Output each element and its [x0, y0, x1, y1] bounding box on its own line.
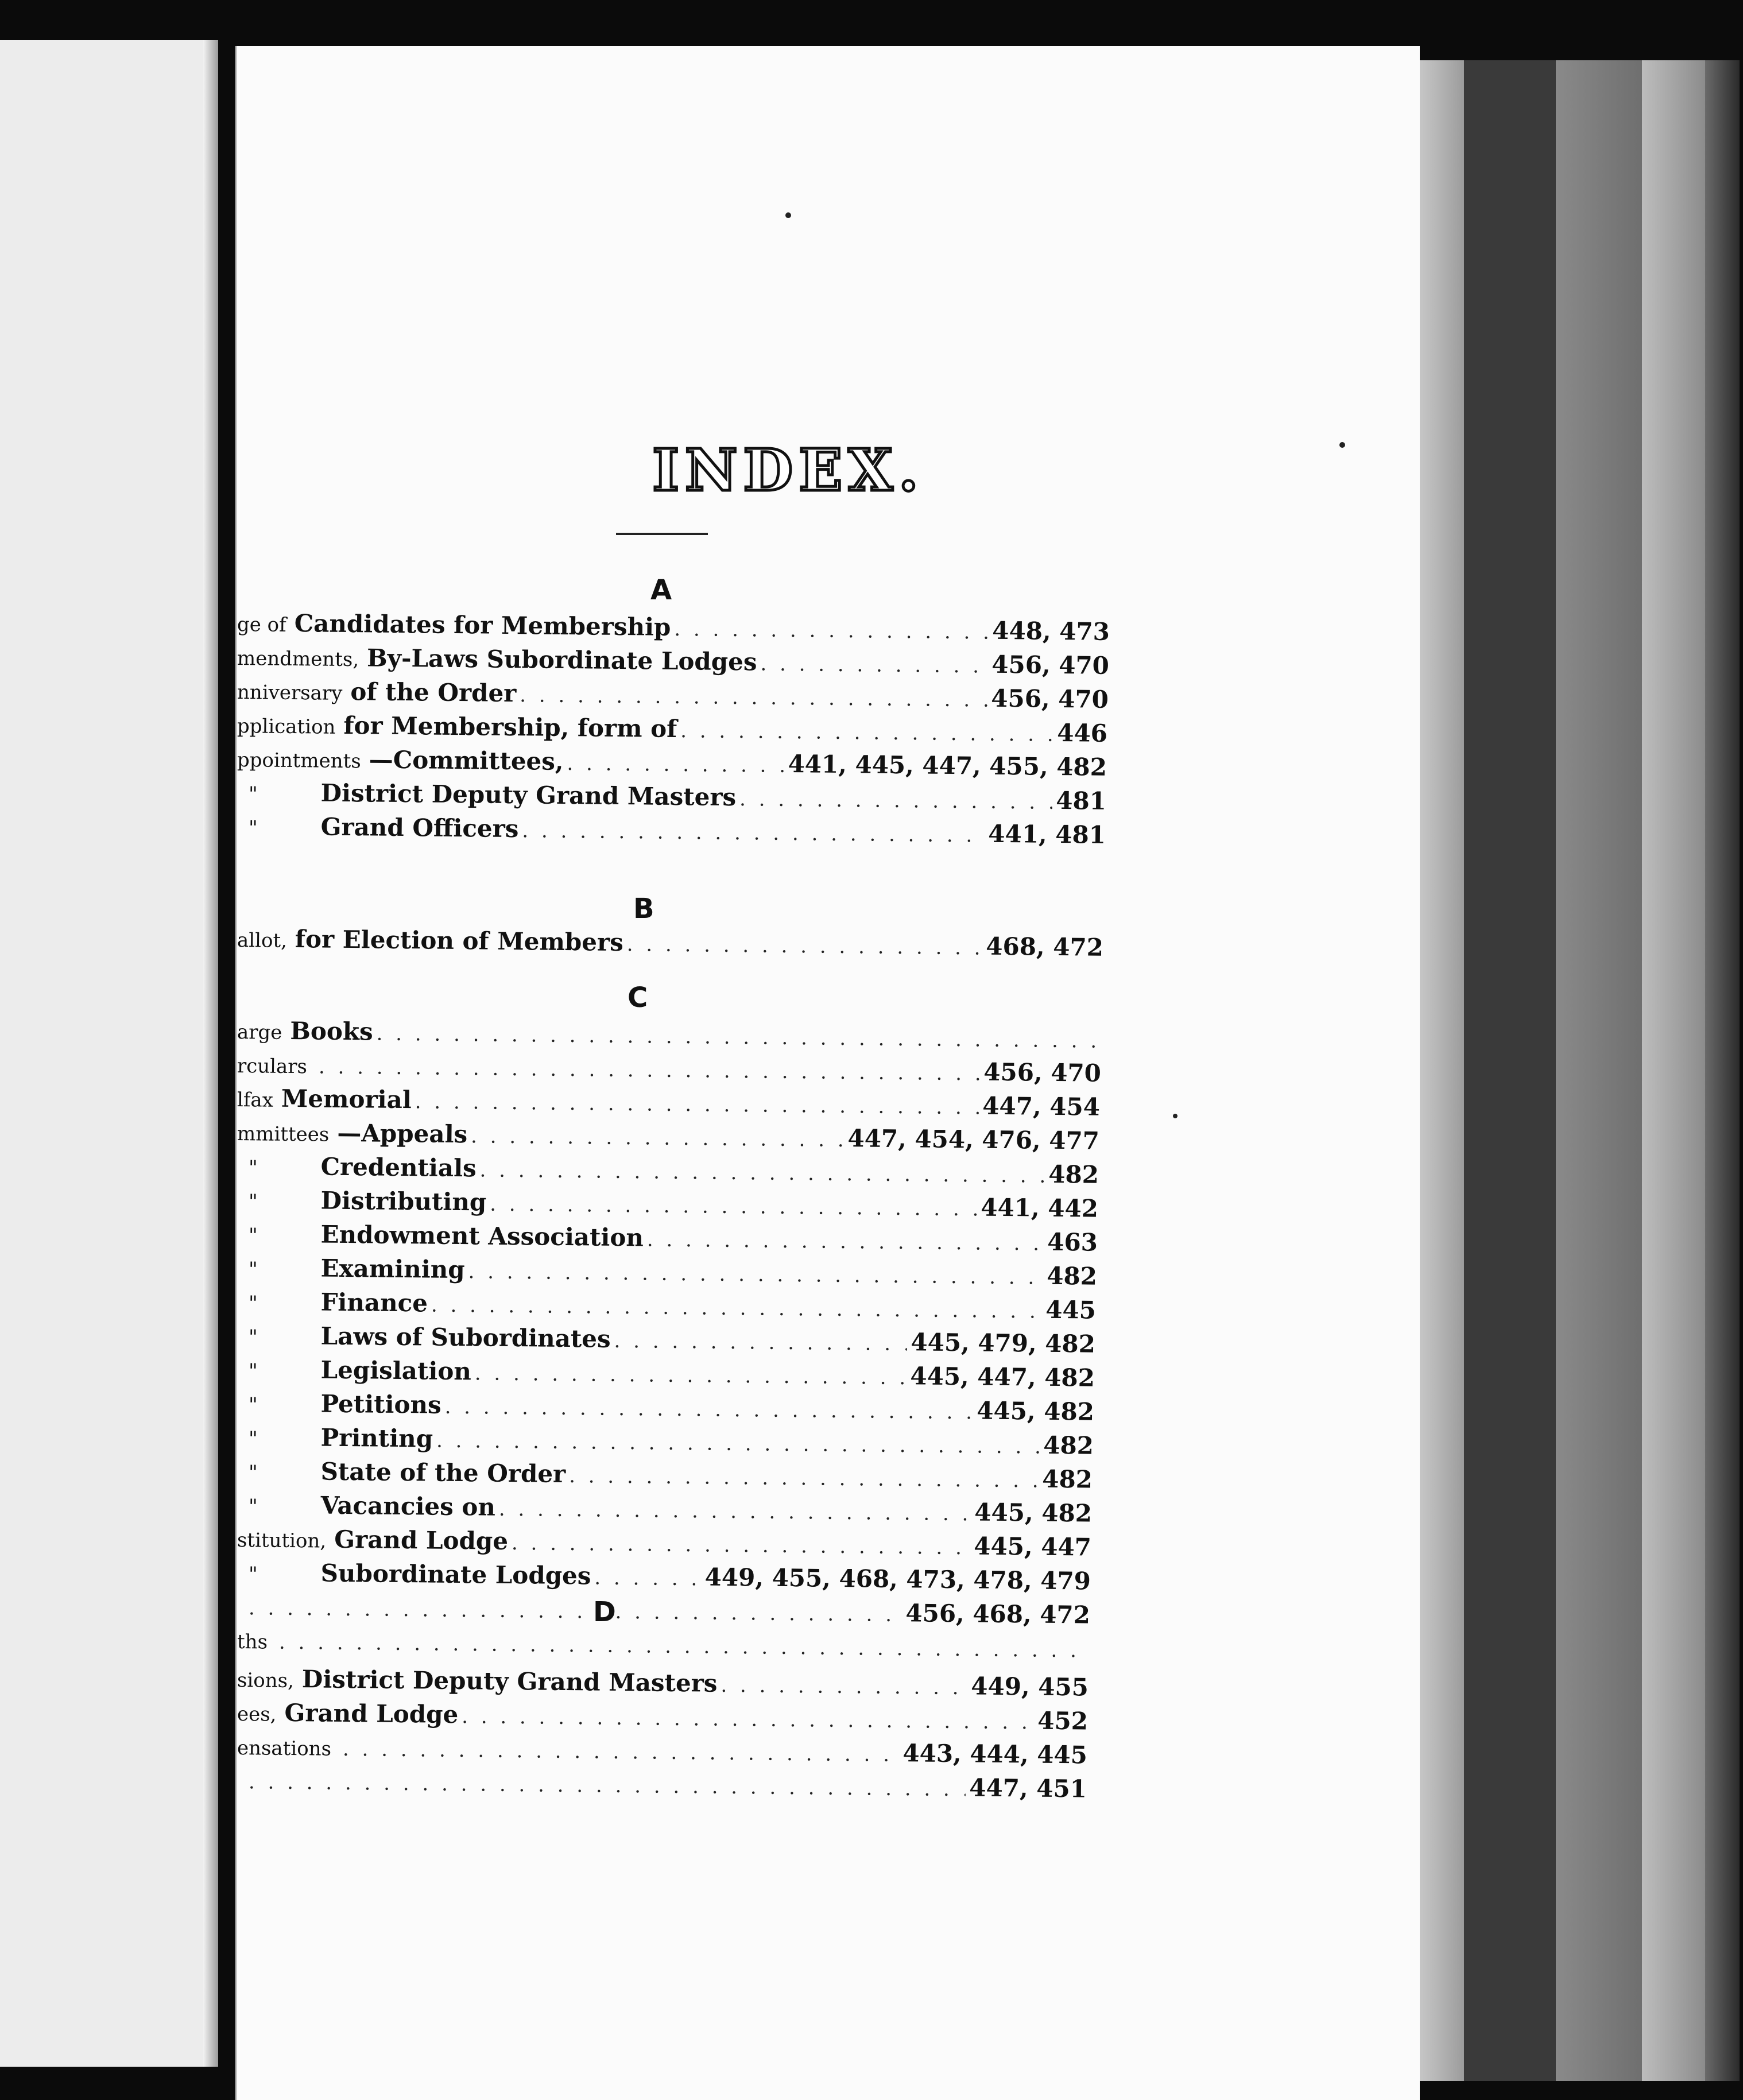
page-numbers: 441, 445, 447, 455, 482 [788, 750, 1107, 781]
entry-label: Petitions [320, 1389, 441, 1419]
leader-dots [594, 1567, 702, 1591]
entry-label: Books [290, 1016, 373, 1046]
index-entry [237, 744, 1107, 781]
entry-label: Candidates for Membership [294, 609, 671, 641]
leader-dots [376, 1022, 1098, 1053]
entry-label: Printing [320, 1423, 433, 1453]
index-entry [237, 1524, 1091, 1562]
entry-prefix: ppointments [237, 749, 361, 773]
leader-dots [319, 1055, 981, 1085]
page-numbers: 456, 470 [991, 684, 1109, 714]
index-entry [237, 642, 1109, 680]
leader-dots [522, 819, 985, 847]
index-page [235, 46, 1420, 2100]
leader-dots [627, 933, 983, 959]
ditto-mark: " [248, 1156, 258, 1180]
leader-dots [721, 1674, 967, 1699]
entry-label: Grand Officers [320, 812, 519, 843]
index-entry [237, 1423, 1094, 1460]
ditto-mark: " [248, 1258, 258, 1281]
leader-dots [436, 1429, 1040, 1459]
page-numbers: 445, 482 [977, 1396, 1095, 1426]
entry-prefix: ensations [237, 1737, 332, 1761]
entry-label: Finance [320, 1288, 428, 1318]
index-entry [237, 1355, 1095, 1392]
leader-dots [760, 653, 988, 678]
leader-dots [249, 1597, 903, 1626]
entry-label: for Membership, form of [343, 711, 677, 743]
book-edge-stack [1395, 60, 1740, 2081]
index-entry [237, 1698, 1088, 1735]
page-fold [203, 40, 218, 2067]
index-entry [237, 1118, 1099, 1155]
ditto-mark: " [248, 1326, 258, 1349]
page-numbers: 456, 468, 472 [905, 1599, 1091, 1629]
entry-label: District Deputy Grand Masters [320, 778, 737, 812]
entry-label: —Committees, [369, 745, 564, 776]
leader-dots [479, 1159, 1045, 1187]
entry-label: Vacancies on [320, 1491, 496, 1521]
speck [1173, 1114, 1178, 1118]
ditto-mark: " [248, 1190, 258, 1214]
leader-dots [680, 719, 1053, 746]
page-numbers: 445, 447 [974, 1532, 1092, 1562]
entry-prefix: lfax [237, 1088, 274, 1112]
page-numbers: 445 [1045, 1295, 1097, 1324]
leader-dots [499, 1498, 971, 1526]
page-numbers: 441, 442 [981, 1193, 1099, 1223]
entry-prefix: mmittees [237, 1122, 330, 1146]
entry-prefix: sions, [237, 1669, 295, 1693]
section-letter-b: B [633, 893, 654, 925]
leader-dots [567, 752, 784, 777]
index-entry [237, 1664, 1089, 1702]
leader-dots [647, 1228, 1044, 1255]
entry-label: Examining [320, 1254, 465, 1284]
page-edges [1464, 60, 1556, 2081]
page-numbers: 456, 470 [983, 1057, 1102, 1087]
entry-label: Grand Lodge [284, 1698, 459, 1729]
page-numbers: 447, 451 [969, 1773, 1087, 1803]
leader-dots [569, 1464, 1039, 1493]
ditto-mark: " [248, 1359, 258, 1383]
leader-dots [279, 1631, 1086, 1663]
index-entry [237, 1766, 1087, 1803]
leader-dots [415, 1090, 979, 1119]
page-edges [1705, 60, 1740, 2081]
entry-prefix: arge [237, 1021, 282, 1044]
entry-prefix: ees, [237, 1703, 277, 1726]
index-entry [237, 1732, 1087, 1769]
entry-prefix: stitution, [237, 1529, 327, 1553]
index-entry [237, 1592, 1090, 1629]
entry-label: Legislation [320, 1355, 472, 1386]
leader-dots [490, 1193, 977, 1221]
section-letter-a: A [650, 574, 672, 606]
entry-label: Endowment Association [320, 1220, 644, 1252]
index-entry [237, 1630, 1089, 1663]
index-entry [237, 1253, 1097, 1291]
page-title: INDEX. [652, 436, 924, 504]
entry-label: of the Order [350, 677, 517, 708]
ditto-mark: " [248, 1495, 258, 1518]
leader-dots [444, 1396, 973, 1424]
entry-label: State of the Order [320, 1457, 566, 1488]
ditto-mark: " [248, 1461, 258, 1485]
leader-dots [343, 1738, 900, 1766]
speck [1339, 442, 1345, 448]
leader-dots [249, 1770, 966, 1801]
ditto-mark: " [248, 1563, 258, 1586]
page-numbers: 445, 447, 482 [910, 1362, 1095, 1392]
index-entry [237, 1321, 1095, 1358]
page-numbers: 441, 481 [988, 819, 1106, 849]
leader-dots [431, 1294, 1043, 1323]
ditto-mark: " [248, 1427, 258, 1451]
page-numbers: 452 [1037, 1706, 1089, 1735]
index-entry [237, 1152, 1099, 1189]
entry-label: Memorial [281, 1084, 412, 1114]
entry-label: Laws of Subordinates [320, 1322, 611, 1353]
ditto-mark: " [248, 1393, 258, 1417]
entry-label: By-Laws Subordinate Lodges [366, 644, 757, 676]
speck [785, 212, 791, 218]
page-numbers: 482 [1043, 1431, 1094, 1460]
page-numbers: 482 [1046, 1261, 1098, 1291]
leader-dots [512, 1532, 971, 1559]
page-numbers: 445, 482 [974, 1498, 1093, 1528]
index-entry [237, 1558, 1091, 1595]
page-numbers: 447, 454 [982, 1091, 1101, 1121]
index-entry [237, 1389, 1094, 1426]
left-facing-page [0, 40, 218, 2067]
index-entry [237, 609, 1110, 646]
entry-label: Subordinate Lodges [320, 1559, 591, 1590]
page-edges [1556, 60, 1642, 2081]
leader-dots [520, 684, 987, 712]
index-entry [237, 812, 1106, 849]
section-letter-c: C [628, 982, 648, 1014]
page-numbers: 447, 454, 476, 477 [847, 1124, 1100, 1155]
entry-label: —Appeals [337, 1118, 468, 1149]
ditto-mark: " [248, 1224, 258, 1247]
page-numbers: 445, 479, 482 [911, 1328, 1096, 1358]
page-numbers: 482 [1041, 1464, 1093, 1494]
entry-prefix: pplication [237, 715, 336, 739]
entry-prefix: ths [237, 1630, 268, 1654]
section-letter-d: D [593, 1596, 616, 1628]
entry-label: Grand Lodge [334, 1525, 509, 1555]
entry-prefix: nniversary [237, 681, 343, 705]
entry-prefix: allot, [237, 929, 288, 952]
index-entry [237, 1050, 1101, 1087]
leader-dots [462, 1705, 1034, 1734]
entry-prefix: ge of [237, 613, 286, 637]
index-entry [237, 1084, 1100, 1121]
index-entry [237, 676, 1109, 714]
entry-prefix: rculars [237, 1055, 308, 1079]
page-numbers: 449, 455, 468, 473, 478, 479 [704, 1563, 1091, 1595]
entry-label: Credentials [320, 1152, 477, 1183]
page-numbers: 481 [1055, 786, 1107, 815]
page-numbers: 448, 473 [992, 616, 1110, 646]
page-numbers: 446 [1056, 718, 1108, 747]
leader-dots [674, 618, 989, 644]
index-entry [237, 1456, 1093, 1494]
entry-label: District Deputy Grand Masters [301, 1665, 718, 1698]
index-entry [237, 1185, 1098, 1223]
page-numbers: 449, 455 [971, 1672, 1089, 1702]
leader-dots [468, 1260, 1043, 1289]
index-entry [237, 1219, 1098, 1257]
index-entry [237, 1287, 1096, 1324]
page-edges [1642, 60, 1705, 2081]
page-numbers: 456, 470 [991, 650, 1110, 680]
leader-dots [471, 1125, 845, 1152]
title-rule [616, 533, 708, 535]
ditto-mark: " [248, 816, 258, 840]
index-entry [237, 710, 1107, 747]
leader-dots [739, 788, 1053, 814]
index-entry [237, 778, 1106, 815]
page-numbers: 482 [1048, 1160, 1099, 1189]
page-numbers: 443, 444, 445 [903, 1739, 1088, 1769]
index-entry [237, 1016, 1102, 1053]
entry-label: for Election of Members [295, 925, 624, 957]
entry-prefix: mendments, [237, 647, 359, 672]
page-numbers: 463 [1047, 1227, 1098, 1257]
ditto-mark: " [248, 1292, 258, 1315]
leader-dots [475, 1362, 907, 1389]
index-entry [237, 1490, 1092, 1528]
entry-label: Distributing [320, 1186, 487, 1216]
index-entry [237, 924, 1103, 962]
page-numbers: 468, 472 [986, 932, 1104, 962]
leader-dots [614, 1330, 907, 1355]
ditto-mark: " [248, 782, 258, 806]
